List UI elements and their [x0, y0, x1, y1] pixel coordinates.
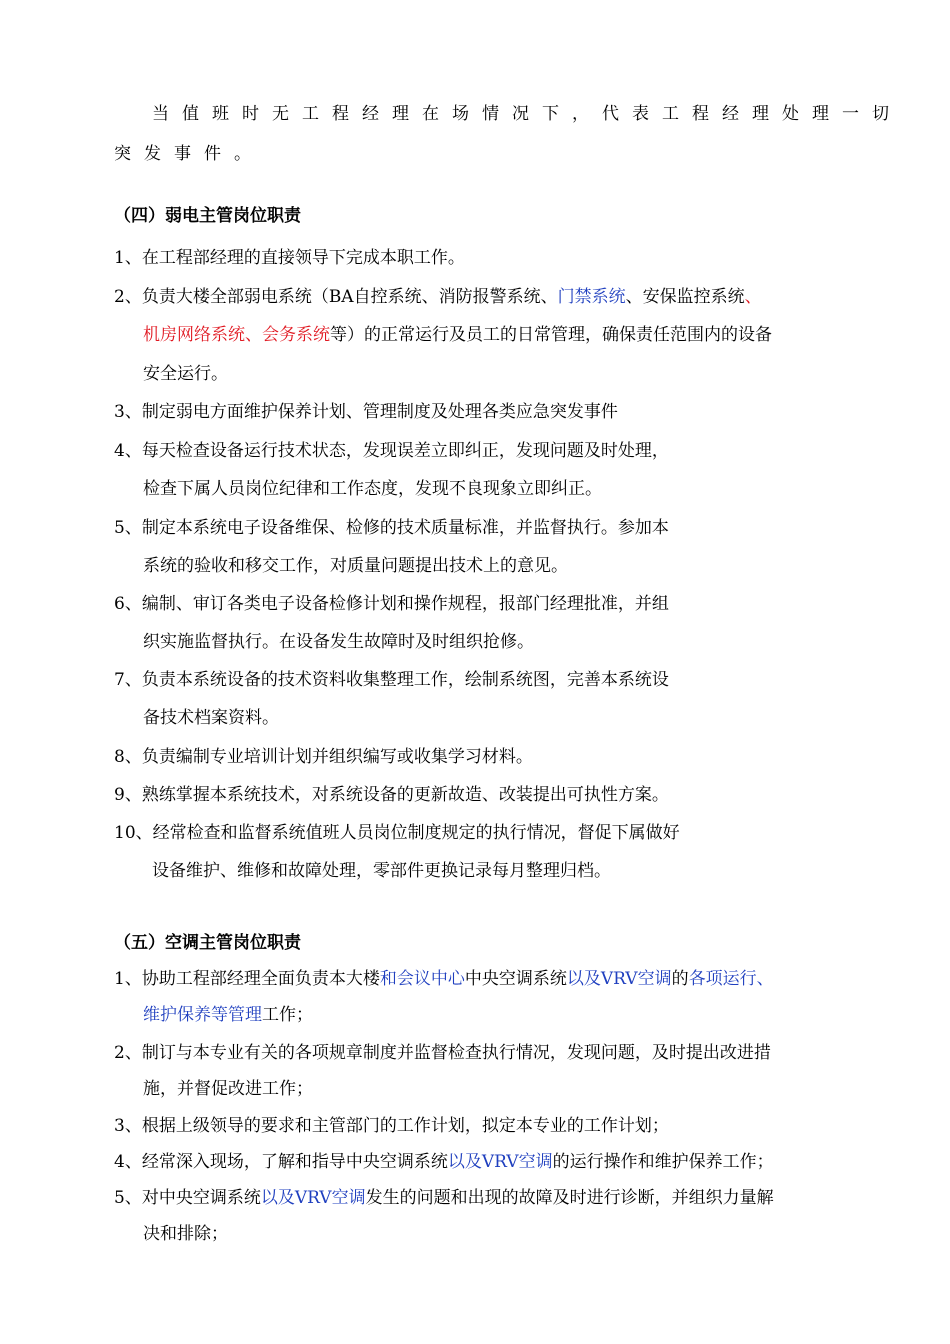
section-5-item-2-line-2: 施，并督促改进工作； — [143, 1079, 313, 1099]
section-4-item-5-line-1: 5、制定本系统电子设备维保、检修的技术质量标准，并监督执行。参加本 — [114, 518, 669, 538]
text-run: 的运行操作和维护保养工作； — [552, 1152, 774, 1172]
text-run: 5、对中央空调系统 — [114, 1188, 261, 1208]
section-5-item-2-line-1: 2、制订与本专业有关的各项规章制度并监督检查执行情况，发现问题，及时提出改进措 — [114, 1043, 771, 1063]
highlight-red: 、 — [744, 287, 762, 307]
section-5-item-4 — [114, 1151, 774, 1173]
section-4-item-2-line-1 — [114, 286, 762, 308]
highlight-blue: 维护保养等管理 — [143, 1005, 262, 1025]
section-5-item-1-line-2 — [143, 1004, 313, 1026]
section-5-item-1-line-1 — [114, 968, 774, 990]
section-4-item-4-line-1: 4、每天检查设备运行技术状态，发现误差立即纠正，发现问题及时处理， — [114, 441, 669, 461]
text-run: 、安保监控系统 — [625, 287, 745, 307]
section-4-item-3: 3、制定弱电方面维护保养计划、管理制度及处理各类应急突发事件 — [114, 402, 618, 422]
text-run: 4、经常深入现场，了解和指导中央空调系统 — [114, 1152, 448, 1172]
section-4-item-5-line-2: 系统的验收和移交工作，对质量问题提出技术上的意见。 — [143, 556, 568, 576]
section-4-item-8: 8、负责编制专业培训计划并组织编写或收集学习材料。 — [114, 747, 533, 767]
section-4-item-10-line-1: 10、经常检查和监督系统值班人员岗位制度规定的执行情况，督促下属做好 — [114, 823, 680, 843]
section-4-item-4-line-2: 检查下属人员岗位纪律和工作态度，发现不良现象立即纠正。 — [143, 479, 602, 499]
intro-line-2: 突发事件。 — [114, 144, 264, 164]
highlight-blue: 以及VRV空调 — [566, 969, 672, 989]
section-4-item-2-line-3: 安全运行。 — [143, 364, 228, 384]
highlight-blue: 各项运行、 — [688, 969, 774, 989]
intro-line-1: 当值班时无工程经理在场情况下，代表工程经理处理一切 — [152, 104, 902, 124]
highlight-blue: 以及VRV空调 — [260, 1188, 366, 1208]
section-4-item-6-line-1: 6、编制、审订各类电子设备检修计划和操作规程，报部门经理批准，并组 — [114, 594, 669, 614]
highlight-blue: 以及VRV空调 — [447, 1152, 553, 1172]
section-5-item-3: 3、根据上级领导的要求和主管部门的工作计划，拟定本专业的工作计划； — [114, 1116, 669, 1136]
highlight-red: 机房网络系统、会务系统 — [143, 325, 330, 345]
text-run: 中央空调系统 — [464, 969, 567, 989]
section-4-item-7-line-1: 7、负责本系统设备的技术资料收集整理工作，绘制系统图，完善本系统设 — [114, 670, 669, 690]
section-4-item-9: 9、熟练掌握本系统技术，对系统设备的更新故造、改装提出可执性方案。 — [114, 785, 669, 805]
highlight-blue: 门禁系统 — [557, 287, 626, 307]
section-4-item-1: 1、在工程部经理的直接领导下完成本职工作。 — [114, 248, 465, 268]
text-run: 工作； — [262, 1005, 313, 1025]
section-4-item-7-line-2: 备技术档案资料。 — [143, 708, 279, 728]
text-run: 发生的问题和出现的故障及时进行诊断，并组织力量解 — [365, 1188, 774, 1208]
highlight-blue: 和会议中心 — [379, 969, 465, 989]
section-4-item-6-line-2: 织实施监督执行。在设备发生故障时及时组织抢修。 — [143, 632, 534, 652]
section-4-item-2-line-2 — [143, 324, 772, 346]
text-run: 等）的正常运行及员工的日常管理，确保责任范围内的设备 — [330, 325, 772, 345]
section-5-item-5-line-2: 决和排除； — [143, 1224, 228, 1244]
section-5-item-5-line-1 — [114, 1187, 774, 1209]
text-run: 2、负责大楼全部弱电系统（BA自控系统、消防报警系统、 — [114, 287, 558, 307]
section-5-heading: （五）空调主管岗位职责 — [114, 933, 301, 953]
text-run: 1、协助工程部经理全面负责本大楼 — [114, 969, 380, 989]
section-4-item-10-line-2: 设备维护、维修和故障处理，零部件更换记录每月整理归档。 — [152, 861, 611, 881]
section-4-heading: （四）弱电主管岗位职责 — [114, 206, 301, 226]
text-run: 的 — [671, 969, 689, 989]
